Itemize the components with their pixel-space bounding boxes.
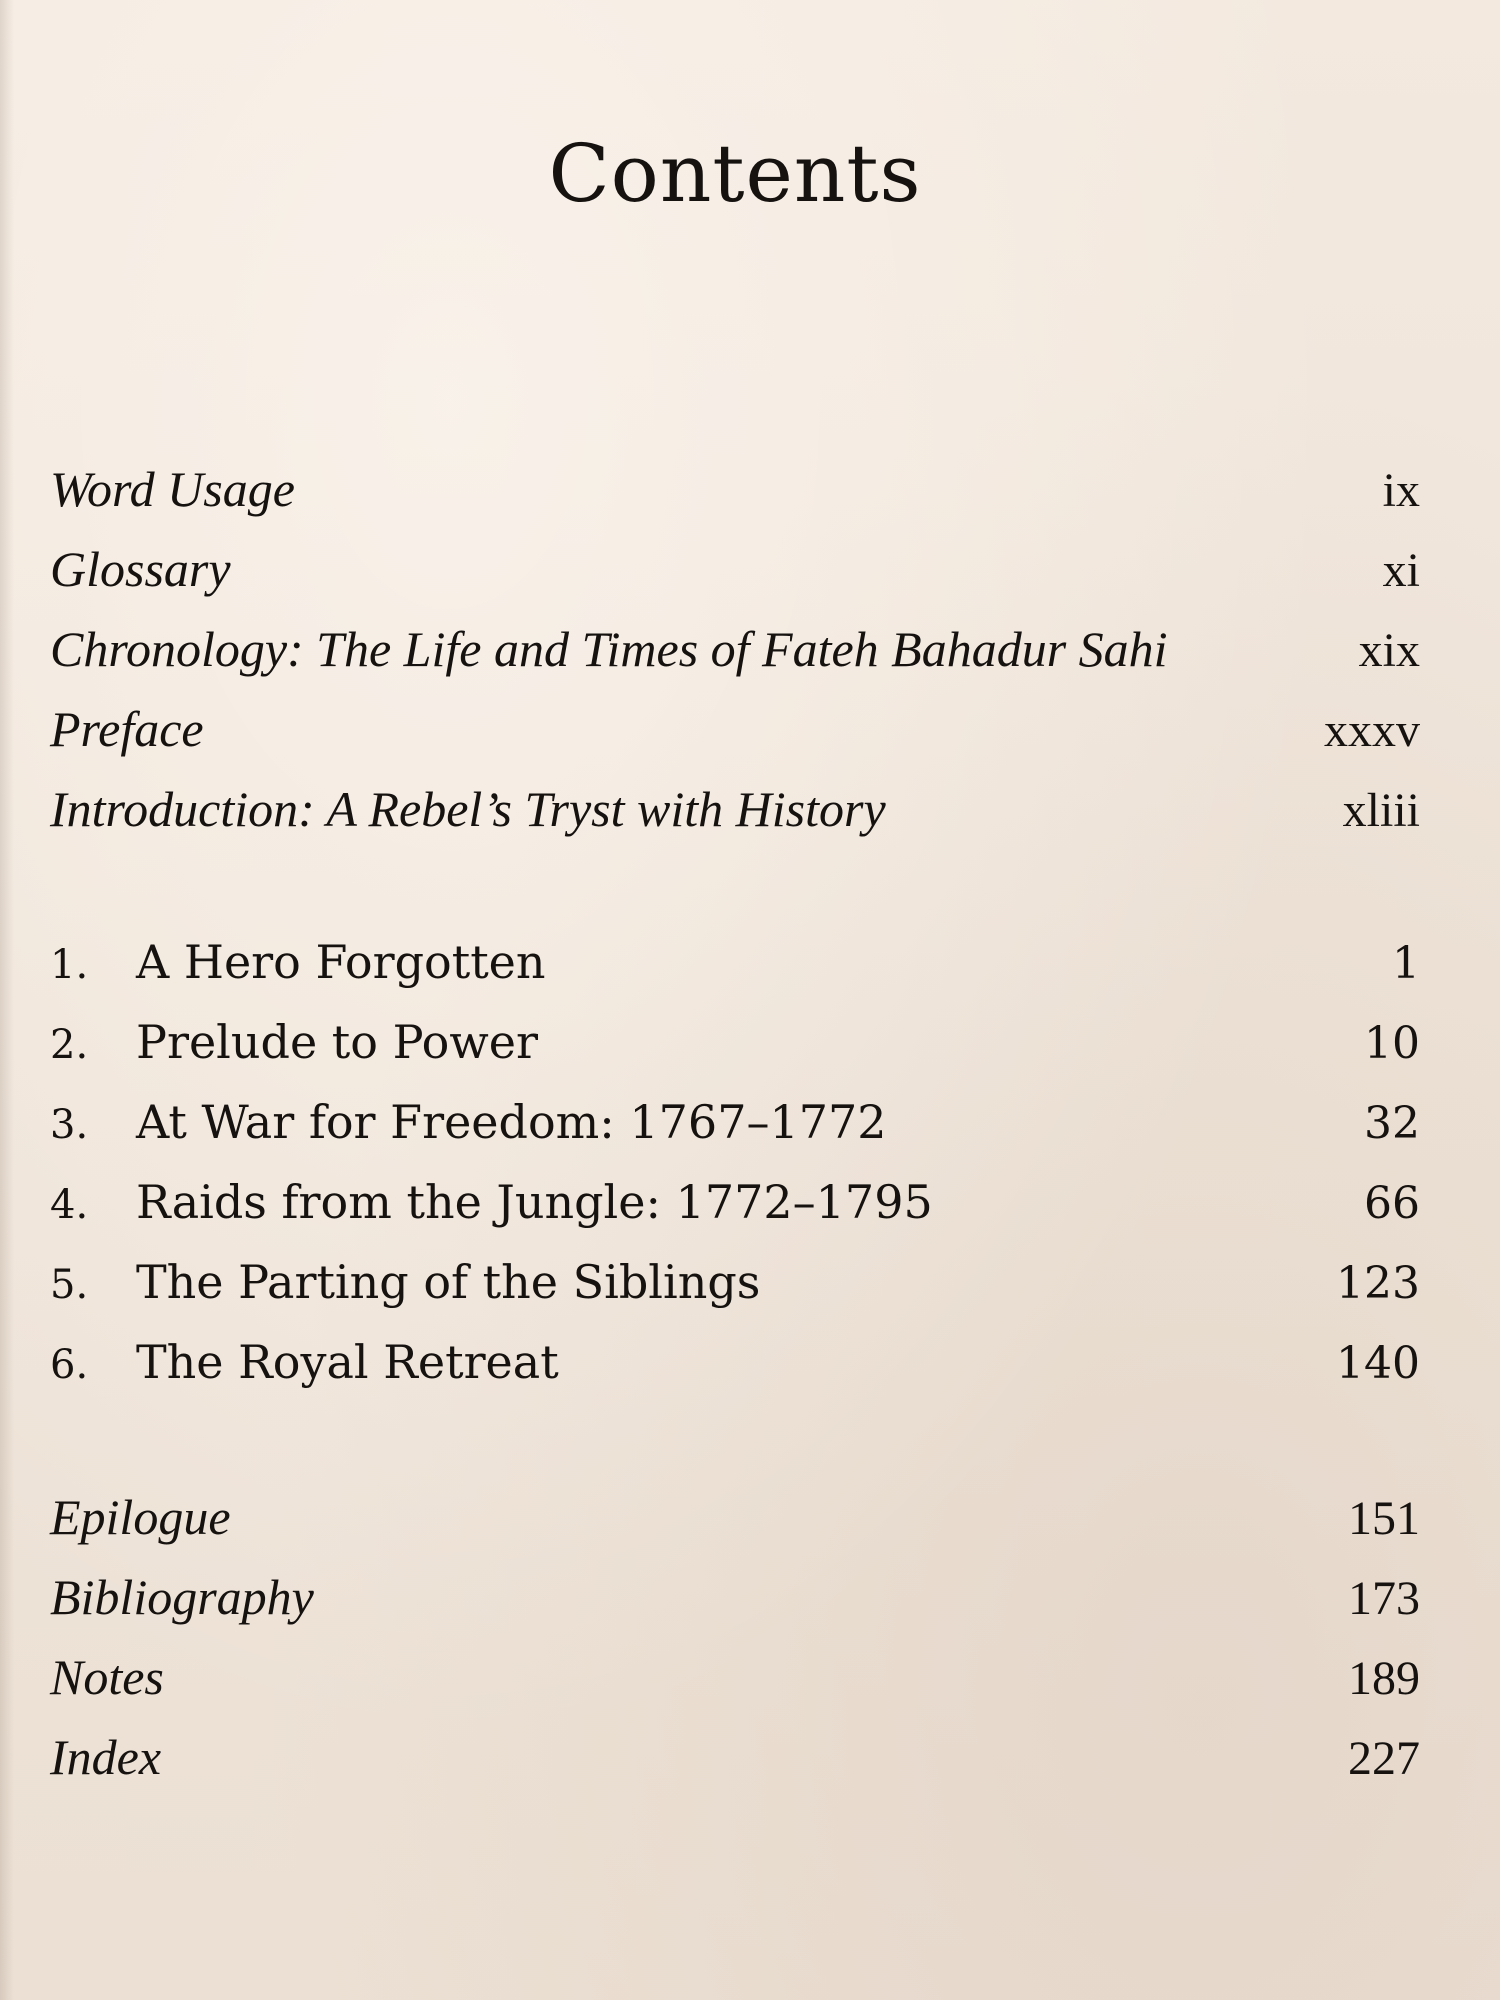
toc-entry-label: Word Usage <box>50 461 295 517</box>
toc-entry-index[interactable] <box>50 1721 1420 1793</box>
toc-entry-introduction[interactable] <box>50 773 1420 845</box>
toc-entry-page: xliii <box>1342 784 1420 837</box>
toc-entry-label: Index <box>50 1729 162 1785</box>
toc-chapter-title <box>50 1326 559 1401</box>
toc-chapter-label: A Hero Forgotten <box>136 935 546 989</box>
toc-entry-page: 173 <box>1348 1572 1420 1625</box>
toc-chapter-number: 2. <box>50 1022 89 1068</box>
toc-entry-page: 140 <box>1336 1338 1420 1389</box>
toc-chapter-number: 1. <box>50 942 89 988</box>
toc-entry-page: xi <box>1382 544 1420 597</box>
toc-entry-page: xxxv <box>1324 704 1420 757</box>
toc-chapter-5[interactable] <box>50 1246 1420 1318</box>
toc-entry-page: 1 <box>1392 938 1420 989</box>
toc-entry-chronology[interactable] <box>50 613 1420 685</box>
toc-entry-label: Preface <box>50 701 204 757</box>
toc-entry-epilogue[interactable] <box>50 1481 1420 1553</box>
toc-entry-glossary[interactable] <box>50 533 1420 605</box>
toc-entry-page: xix <box>1358 624 1420 677</box>
toc-entry-page: 32 <box>1364 1098 1420 1149</box>
toc-chapter-label: At War for Freedom: 1767–1772 <box>136 1095 887 1149</box>
toc-entry-page: 151 <box>1348 1492 1420 1545</box>
toc-entry-label: Notes <box>50 1649 164 1705</box>
toc-chapter-4[interactable] <box>50 1166 1420 1238</box>
toc-entry-label: Bibliography <box>50 1569 314 1625</box>
toc-chapter-title <box>50 1086 887 1161</box>
toc-entry-preface[interactable] <box>50 693 1420 765</box>
toc-chapter-title <box>50 926 546 1001</box>
toc-chapter-label: The Parting of the Siblings <box>136 1255 761 1309</box>
toc-chapter-2[interactable] <box>50 1006 1420 1078</box>
toc-chapter-label: Raids from the Jungle: 1772–1795 <box>136 1175 933 1229</box>
toc-entry-page: 123 <box>1336 1258 1420 1309</box>
toc-entry-label: Epilogue <box>50 1489 231 1545</box>
page-edge-shadow <box>0 0 14 2000</box>
toc-chapter-title <box>50 1006 538 1081</box>
toc-chapter-label: The Royal Retreat <box>136 1335 559 1389</box>
toc-entry-word-usage[interactable] <box>50 453 1420 525</box>
toc-chapter-number: 4. <box>50 1182 89 1228</box>
toc-entry-page: 10 <box>1364 1018 1420 1069</box>
toc-entry-notes[interactable] <box>50 1641 1420 1713</box>
toc-entry-page: 66 <box>1364 1178 1420 1229</box>
toc-chapter-title <box>50 1166 933 1241</box>
toc-chapter-title <box>50 1246 760 1321</box>
toc-chapter-1[interactable] <box>50 926 1420 998</box>
toc-entry-bibliography[interactable] <box>50 1561 1420 1633</box>
toc-chapter-6[interactable] <box>50 1326 1420 1398</box>
toc-chapter-number: 6. <box>50 1342 89 1388</box>
toc-entry-label: Chronology: The Life and Times of Fateh Bahadur Sahi <box>50 621 1168 677</box>
toc-chapter-number: 3. <box>50 1102 89 1148</box>
toc-chapter-label: Prelude to Power <box>136 1015 538 1069</box>
toc-entry-page: 189 <box>1348 1652 1420 1705</box>
toc-chapter-number: 5. <box>50 1262 89 1308</box>
toc-entry-page: ix <box>1382 464 1420 517</box>
toc-entry-label: Glossary <box>50 541 231 597</box>
toc-entry-label: Introduction: A Rebel’s Tryst with History <box>50 781 886 837</box>
toc-entry-page: 227 <box>1348 1732 1420 1785</box>
toc-chapter-3[interactable] <box>50 1086 1420 1158</box>
page-title: Contents <box>548 127 922 220</box>
